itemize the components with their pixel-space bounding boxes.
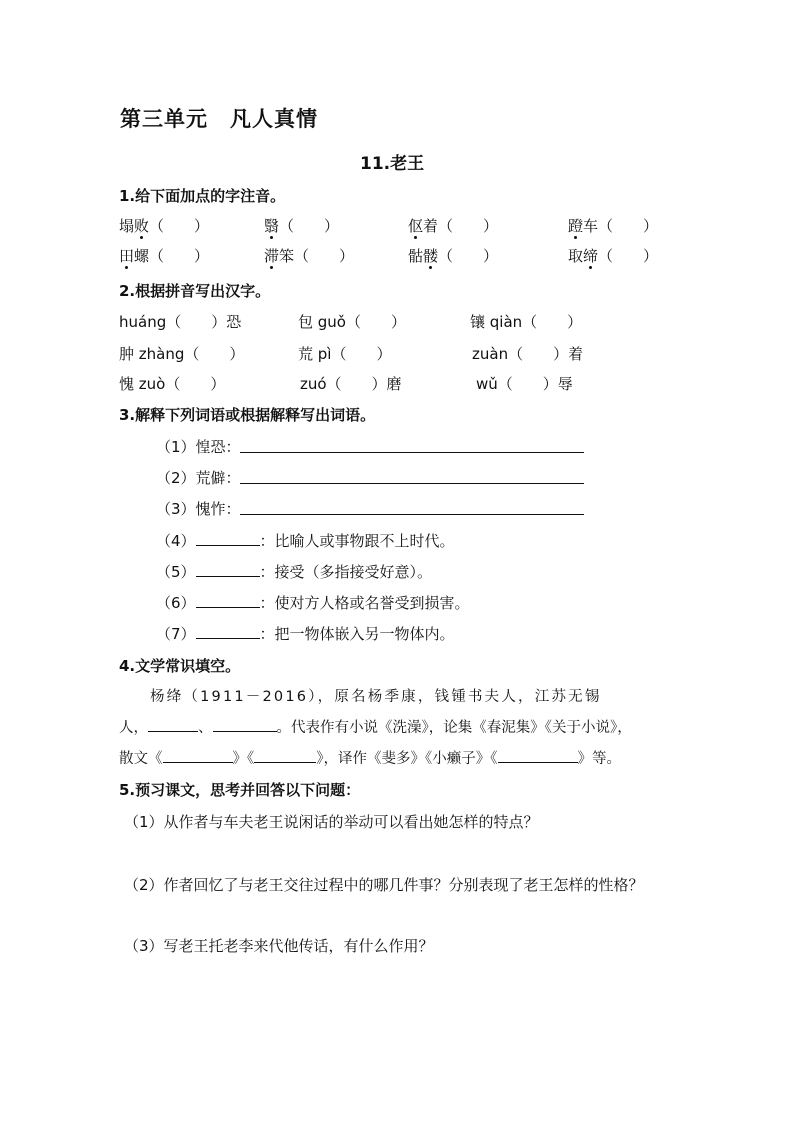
answer-line[interactable] bbox=[240, 483, 584, 484]
answer-blank[interactable] bbox=[196, 562, 260, 577]
q3-item: （7） ：把一物体嵌入另一物体内。 bbox=[156, 625, 455, 643]
q4-line2: 人， 、 。代表作有小说《洗澡》，论集《春泥集》《关于小说》， bbox=[119, 720, 632, 736]
q3-item: （4） ：比喻人或事物跟不上时代。 bbox=[156, 532, 455, 550]
q1-title: 1.给下面加点的字注音。 bbox=[119, 187, 286, 205]
answer-blank[interactable] bbox=[163, 749, 233, 763]
q2-item: zuàn（ ）着 bbox=[472, 345, 584, 363]
q5-item: （1）从作者与车夫老王说闲话的举动可以看出她怎样的特点？ bbox=[124, 813, 539, 831]
q3-item: （3）愧怍： bbox=[156, 500, 241, 518]
q1-item: 滞笨（ ） bbox=[264, 247, 355, 265]
lesson-title: 11.老王 bbox=[360, 154, 425, 174]
q2-item: huáng（ ）恐 bbox=[119, 313, 242, 331]
q3-item: （1）惶恐： bbox=[156, 438, 241, 456]
q4-line1: 杨绛（1911－2016），原名杨季康，钱锺书夫人，江苏无锡 bbox=[150, 689, 602, 705]
q1-item: 翳（ ） bbox=[264, 217, 340, 235]
q3-item: （5） ：接受（多指接受好意）。 bbox=[156, 563, 433, 581]
q1-item: 蹬车（ ） bbox=[568, 217, 659, 235]
q2-item: 镶 qiàn（ ） bbox=[470, 313, 583, 331]
unit-title: 第三单元 凡人真情 bbox=[120, 107, 318, 131]
answer-blank[interactable] bbox=[196, 593, 260, 608]
answer-blank[interactable] bbox=[254, 749, 316, 763]
answer-line[interactable] bbox=[240, 514, 584, 515]
q2-item: 包 guǒ（ ） bbox=[298, 313, 406, 331]
q4-title: 4.文学常识填空。 bbox=[119, 657, 241, 675]
q5-item: （3）写老王托老李来代他传话，有什么作用？ bbox=[124, 937, 434, 955]
q2-item: wǔ（ ）辱 bbox=[476, 375, 573, 393]
answer-blank[interactable] bbox=[148, 718, 198, 732]
q2-item: 荒 pì（ ） bbox=[298, 345, 392, 363]
q2-item: 肿 zhàng（ ） bbox=[119, 345, 245, 363]
q2-item: zuó（ ）磨 bbox=[300, 375, 402, 393]
answer-blank[interactable] bbox=[196, 624, 260, 639]
q1-item: 伛着（ ） bbox=[408, 217, 499, 235]
q5-title: 5.预习课文，思考并回答以下问题： bbox=[119, 781, 361, 799]
q3-item: （6） ：使对方人格或名誉受到损害。 bbox=[156, 594, 470, 612]
answer-blank[interactable] bbox=[196, 531, 260, 546]
q1-item: 骷髅（ ） bbox=[408, 247, 499, 265]
q3-item: （2）荒僻： bbox=[156, 469, 241, 487]
q4-line3: 散文《 》《 》，译作《斐多》《小癞子》《 》等。 bbox=[119, 751, 621, 767]
q1-item: 取缔（ ） bbox=[568, 247, 659, 265]
q3-title: 3.解释下列词语或根据解释写出词语。 bbox=[119, 406, 376, 424]
answer-line[interactable] bbox=[240, 452, 584, 453]
q2-item: 愧 zuò（ ） bbox=[119, 375, 226, 393]
q5-item: （2）作者回忆了与老王交往过程中的哪几件事？分别表现了老王怎样的性格？ bbox=[124, 876, 644, 894]
q1-item: 塌败（ ） bbox=[119, 217, 210, 235]
answer-blank[interactable] bbox=[213, 718, 277, 732]
q1-item: 田螺（ ） bbox=[119, 247, 210, 265]
q2-title: 2.根据拼音写出汉字。 bbox=[119, 282, 271, 300]
answer-blank[interactable] bbox=[498, 749, 578, 763]
